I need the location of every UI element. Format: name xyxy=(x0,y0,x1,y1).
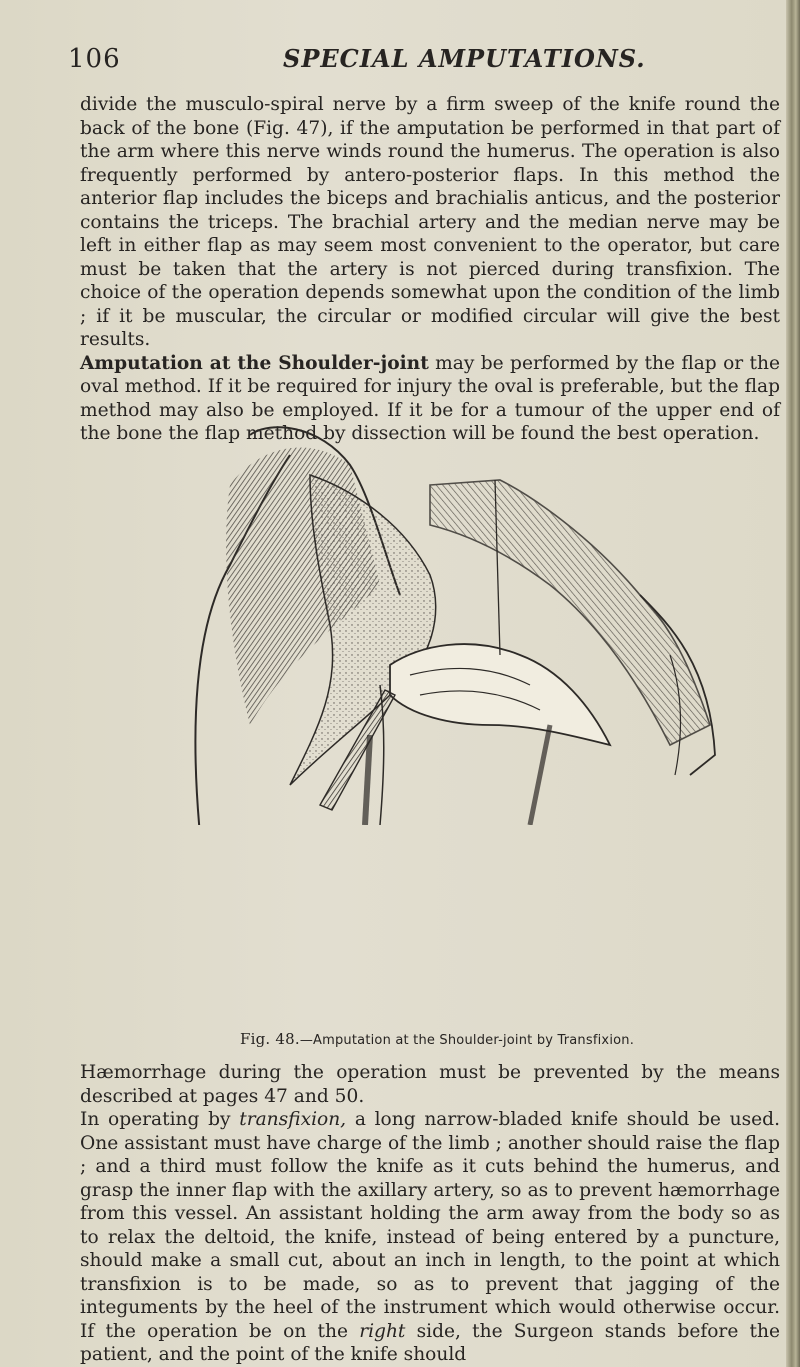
text-run: side, the Surgeon stands before the patient, and the point of the knife should xyxy=(80,1320,780,1365)
paragraph-arm-amputation: divide the musculo-spiral nerve by a firm sweep of the knife round the back of the bone (Fig. 47), if the amputation be performed in that part of the arm where this nerve winds round the humerus. The operation is also frequently performed by antero-posterior flaps. In this method the anterior flap includes the biceps and brachialis anticus, and the posterior contains the triceps. The brachial artery and the median nerve may be left in either flap as may seem most convenient to the operator, but care must be taken that the artery is not pierced during transfixion. The choice of the operation depends somewhat upon the condition of the limb ; if it be muscular, the circular or modified circular will give the best results. xyxy=(80,94,780,350)
paragraph-transfixion xyxy=(80,1108,780,1367)
figure-caption xyxy=(240,1030,740,1048)
figure-caption-text: —Amputation at the Shoulder-joint by Transfixion. xyxy=(299,1033,635,1048)
italic-term: right xyxy=(359,1320,406,1342)
top-text-block xyxy=(80,93,780,446)
paragraph-haemorrhage: Hæmorrhage during the operation must be prevented by the means described at pages 47 and 50. xyxy=(80,1062,780,1107)
page-number: 106 xyxy=(68,44,121,74)
italic-term: transfixion, xyxy=(239,1109,347,1130)
page-header xyxy=(68,44,788,84)
shoulder-amputation-illustration xyxy=(170,425,730,825)
running-head: SPECIAL AMPUTATIONS. xyxy=(283,44,646,73)
figure-label: Fig. 48. xyxy=(240,1030,300,1048)
paragraph-body: may be performed by the flap or the oval method. If it be required for injury the oval is preferable, but the flap method may also be employed. If it be for a tumour of the upper end of the bone the flap method by dissection will be found the best operation. xyxy=(80,352,780,444)
bottom-text-block xyxy=(80,1061,780,1367)
text-run: a long narrow-bladed knife should be used. One assistant must have charge of the limb ; another should raise the flap ; and a third must follow the knife as it cuts behind the humerus, and grasp the inner flap with the axillary artery, so as to prevent hæmorrhage from this vessel. An assistant holding the arm away from the body so as to relax the deltoid, the knife, instead of being entered by a puncture, should make a small cut, about an inch in length, to the point at which transfixion is to be made, so as to prevent that jagging of the integuments by the heel of the instrument which would otherwise occur. If the operation be on the xyxy=(80,1109,780,1342)
text-run: In operating by xyxy=(80,1109,240,1130)
page-edge xyxy=(786,0,800,1367)
paragraph-heading: Amputation at the Shoulder-joint xyxy=(80,352,429,374)
